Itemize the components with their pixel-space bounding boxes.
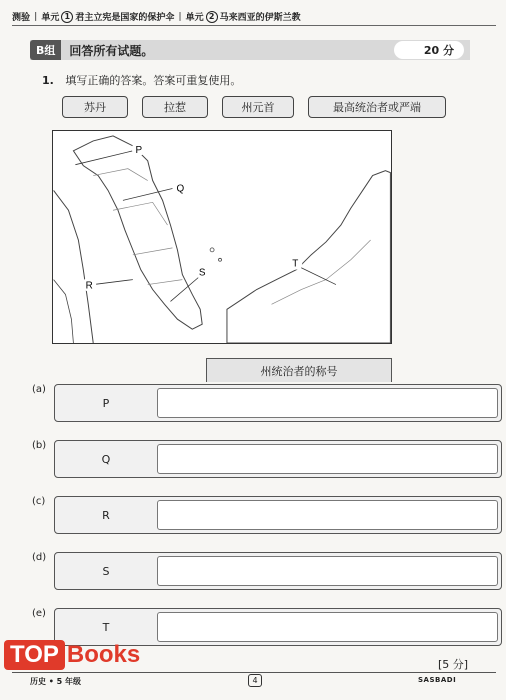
answer-blank-d[interactable] <box>157 556 498 586</box>
question-text: 填写正确的答案。答案可重复使用。 <box>65 74 242 87</box>
word-yang-dipertua-negeri: 州元首 <box>222 96 294 118</box>
watermark-top: TOP <box>4 640 65 670</box>
section-marks: 20 分 <box>394 41 464 59</box>
answer-blank-e[interactable] <box>157 612 498 642</box>
quiz-label: 测验 <box>12 13 31 23</box>
word-raja: 拉惹 <box>142 96 208 118</box>
answer-letter: S <box>102 564 110 578</box>
word-sultan: 苏丹 <box>62 96 128 118</box>
answer-row-c <box>32 496 472 534</box>
answer-label: (d) <box>32 552 47 563</box>
unit1-number: 1 <box>61 11 73 23</box>
map-label-t: T <box>292 258 299 270</box>
answer-letter: P <box>102 396 110 410</box>
malaysia-map <box>52 130 392 344</box>
unit1-title: 君主立宪是国家的保护伞 <box>75 13 175 23</box>
question-1 <box>42 72 241 88</box>
map-label-s: S <box>198 267 206 279</box>
map-label-r: R <box>85 280 93 292</box>
map-label-p: P <box>135 144 143 156</box>
answer-label: (c) <box>32 496 46 507</box>
group-tag: B组 <box>30 40 61 60</box>
answer-letter: Q <box>101 452 111 466</box>
page-number: 4 <box>248 674 262 687</box>
answer-box <box>54 440 502 478</box>
ruler-title-column-header: 州统治者的称号 <box>206 358 392 382</box>
answer-label: (a) <box>32 384 46 395</box>
section-instruction: 回答所有试题。 <box>69 43 154 58</box>
answer-row-d <box>32 552 472 590</box>
map-drawing <box>53 131 391 343</box>
unit2-label: 单元 <box>185 13 204 23</box>
watermark-books: Books <box>66 641 141 668</box>
answer-label: (e) <box>32 608 46 619</box>
answer-box <box>54 496 502 534</box>
answer-row-a <box>32 384 472 422</box>
word-bank <box>62 96 446 118</box>
borneo-outline <box>227 171 390 343</box>
unit2-number: 2 <box>206 11 218 23</box>
page-header: 测验 | 单元 1 君主立宪是国家的保护伞 | 单元 2 马来西亚的伊斯兰教 <box>12 8 496 26</box>
answer-blank-b[interactable] <box>157 444 498 474</box>
unit2-title: 马来西亚的伊斯兰教 <box>219 13 301 23</box>
answer-letter: T <box>102 620 110 634</box>
word-yang-dipertuan-besar: 最高统治者或严端 <box>308 96 446 118</box>
map-label-q: Q <box>176 183 185 195</box>
unit1-label: 单元 <box>41 13 60 23</box>
answer-box <box>54 384 502 422</box>
footer-subject: 历史 • 5 年级 <box>30 677 82 686</box>
question-number: 1. <box>42 74 54 87</box>
peninsula-outline <box>73 136 202 329</box>
answer-letter: R <box>102 508 110 522</box>
footer-divider <box>12 672 496 673</box>
publisher-logo: SASBADI <box>418 676 457 684</box>
answer-blank-a[interactable] <box>157 388 498 418</box>
topbooks-watermark <box>4 640 140 670</box>
answer-blank-c[interactable] <box>157 500 498 530</box>
section-bar <box>30 40 470 60</box>
answer-label: (b) <box>32 440 47 451</box>
answer-row-b <box>32 440 472 478</box>
answer-box <box>54 552 502 590</box>
question-score: [5 分] <box>438 658 469 671</box>
